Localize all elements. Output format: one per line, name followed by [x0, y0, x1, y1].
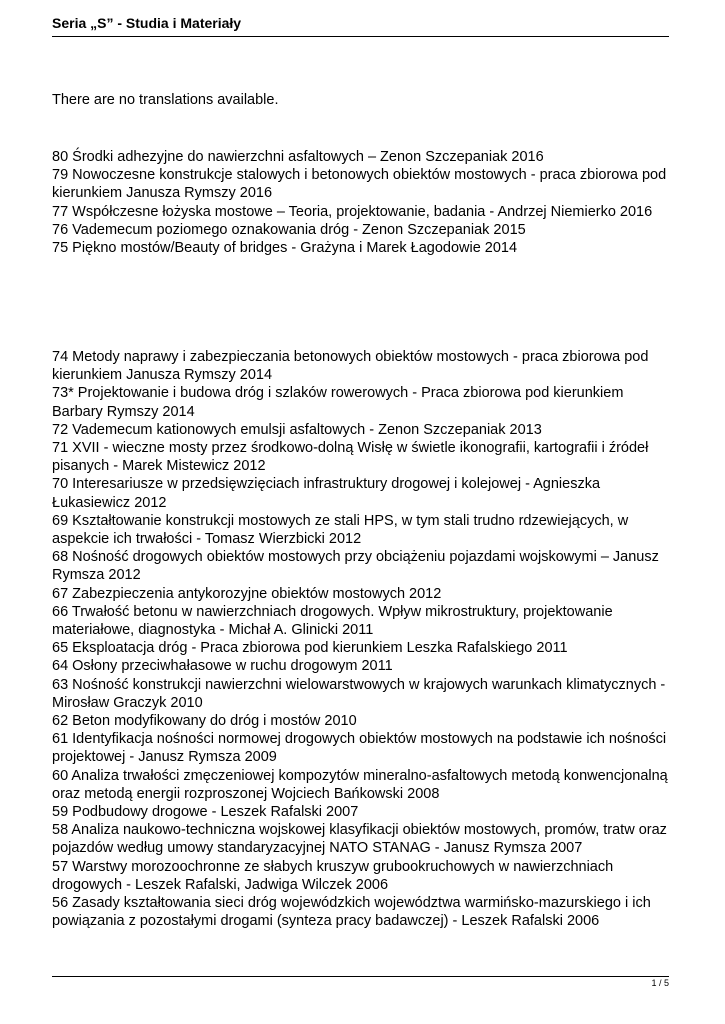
list-item: 58 Analiza naukowo-techniczna wojskowej klasyfikacji obiektów mostowych, promów, tratw oraz pojazdów według umowy standaryzacyjnej NATO STANAG - Janusz Rymsza 2007 [52, 822, 667, 857]
list-item: 60 Analiza trwałości zmęczeniowej kompozytów mineralno-asfaltowych metodą konwencjonalną oraz metodą energii rozproszonej Wojciech Bańkowski 2008 [52, 767, 668, 802]
list-item: 74 Metody naprawy i zabezpieczania betonowych obiektów mostowych - praca zbiorowa pod kierunkiem Janusza Rymszy 2014 [52, 349, 649, 384]
list-item: 68 Nośność drogowych obiektów mostowych przy obciążeniu pojazdami wojskowymi – Janusz Rymsza 2012 [52, 549, 659, 584]
publication-list-recent [52, 148, 677, 257]
list-item: 77 Współczesne łożyska mostowe – Teoria, projektowanie, badania - Andrzej Niemierko 2016 [52, 203, 653, 220]
list-item: 71 XVII - wieczne mosty przez środkowo-dolną Wisłę w świetle ikonografii, kartografii i źródeł pisanych - Marek Mistewicz 2012 [52, 440, 649, 475]
list-item: 75 Piękno mostów/Beauty of bridges - Grażyna i Marek Łagodowie 2014 [52, 240, 518, 257]
list-item: 72 Vademecum kationowych emulsji asfaltowych - Zenon Szczepaniak 2013 [52, 421, 542, 438]
list-item: 73* Projektowanie i budowa dróg i szlaków rowerowych - Praca zbiorowa pod kierunkiem Barbary Rymszy 2014 [52, 385, 624, 420]
list-item: 70 Interesariusze w przedsięwzięciach infrastruktury drogowej i kolejowej - Agnieszka Łukasiewicz 2012 [52, 476, 601, 511]
page-number: 1 / 5 [651, 978, 669, 988]
list-item: 79 Nowoczesne konstrukcje stalowych i betonowych obiektów mostowych - praca zbiorowa pod kierunkiem Janusza Rymszy 2016 [52, 167, 667, 202]
list-item: 67 Zabezpieczenia antykorozyjne obiektów mostowych 2012 [52, 585, 442, 602]
list-item: 61 Identyfikacja nośności normowej drogowych obiektów mostowych na podstawie ich nośności projektowej - Janusz Rymsza 2009 [52, 731, 667, 766]
list-item: 59 Podbudowy drogowe - Leszek Rafalski 2007 [52, 804, 359, 821]
list-item: 63 Nośność konstrukcji nawierzchni wielowarstwowych w krajowych warunkach klimatycznych - Mirosław Graczyk 2010 [52, 676, 666, 711]
list-item: 57 Warstwy morozoochronne ze słabych kruszyw grubookruchowych w nawierzchniach drogowych - Leszek Rafalski, Jadwiga Wilczek 2006 [52, 858, 614, 893]
page-header [52, 13, 669, 37]
footer-divider [52, 976, 669, 977]
list-item: 69 Kształtowanie konstrukcji mostowych ze stali HPS, w tym stali trudno rdzewiejących, w aspekcie ich trwałości - Tomasz Wierzbicki 2012 [52, 512, 629, 548]
series-title: Seria „S” - Studia i Materiały [52, 15, 242, 31]
list-item: 80 Środki adhezyjne do nawierzchni asfaltowych – Zenon Szczepaniak 2016 [52, 149, 544, 165]
list-item: 56 Zasady kształtowania sieci dróg wojewódzkich województwa warmińsko-mazurskiego i ich powiązania z pozostałymi drogami (synteza pracy badawczej) - Leszek Rafalski 2006 [52, 895, 651, 930]
list-item: 62 Beton modyfikowany do dróg i mostów 2010 [52, 713, 357, 730]
list-item: 76 Vademecum poziomego oznakowania dróg - Zenon Szczepaniak 2015 [52, 221, 526, 238]
publication-list-older [52, 348, 677, 931]
list-item: 64 Osłony przeciwhałasowe w ruchu drogowym 2011 [52, 658, 393, 675]
list-item: 66 Trwałość betonu w nawierzchniach drogowych. Wpływ mikrostruktury, projektowanie materiałowe, diagnostyka - Michał A. Glinicki 2011 [52, 603, 613, 639]
list-item: 65 Eksploatacja dróg - Praca zbiorowa pod kierunkiem Leszka Rafalskiego 2011 [52, 640, 568, 657]
translations-notice: There are no translations available. [52, 92, 279, 108]
